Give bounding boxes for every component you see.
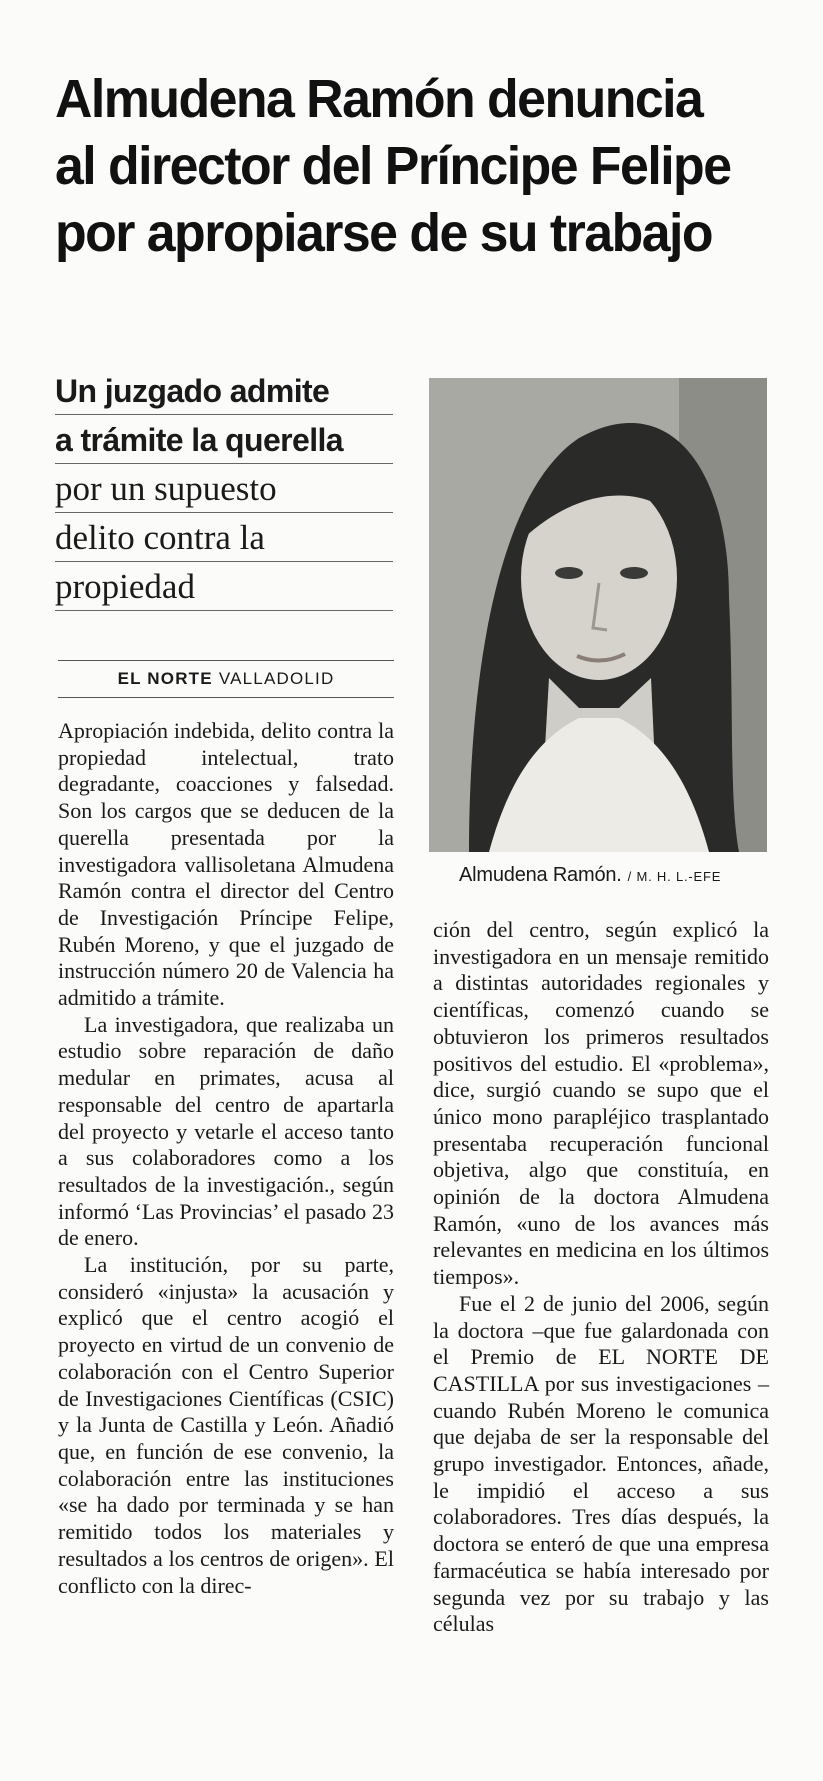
- byline-city: VALLADOLID: [218, 669, 335, 688]
- body-column-2: [433, 917, 769, 1638]
- deck-line: propiedad: [55, 562, 393, 611]
- photo-caption: [459, 864, 779, 887]
- portrait-illustration: [429, 378, 767, 852]
- byline-outlet: EL NORTE: [117, 669, 213, 688]
- deck-line: delito contra la: [55, 513, 393, 562]
- paragraph: La investigadora, que realizaba un estudio sobre reparación de daño medular en primates, acusa al responsable del centro de apartarla del proyecto y vetarle el acceso tanto a sus colaboradores como a los resultados de la investigación., según informó ‘Las Provincias’ el pasado 23 de enero.: [58, 1011, 394, 1251]
- deck-line: Un juzgado admite: [55, 366, 393, 415]
- portrait-photo: [429, 378, 767, 852]
- body-column-1: [58, 718, 394, 1599]
- paragraph: ción del centro, según explicó la investigadora en un mensaje remitido a distintas autoridades regionales y científicas, comenzó cuando se obtuvieron los primeros resultados positivos del estudio. El «problema», dice, surgió cuando se supo que el único mono parapléjico trasplantado presentaba recuperación funcional objetiva, algo que constituía, en opinión de la doctora Almudena Ramón, «uno de los avances más relevantes en medicina en los últimos tiempos».: [433, 917, 769, 1290]
- headline: Almudena Ramón denuncia al director del Príncipe Felipe por apropiarse de su trabajo: [55, 69, 731, 264]
- deck-line: a trámite la querella: [55, 415, 393, 464]
- caption-credit: / M. H. L.-EFE: [627, 869, 722, 884]
- paragraph: Apropiación indebida, delito contra la propiedad intelectual, trato degradante, coacciones y falsedad. Son los cargos que se deducen de la querella presentada por la investigadora vallisoletana Almudena Ramón contra el director del Centro de Investigación Príncipe Felipe, Rubén Moreno, y que el juzgado de instrucción número 20 de Valencia ha admitido a trámite.: [58, 718, 394, 1011]
- paragraph: Fue el 2 de junio del 2006, según la doctora –que fue galardonada con el Premio de EL NORTE DE CASTILLA por sus investigaciones –cuando Rubén Moreno le comunica que dejaba de ser la responsable del grupo investigador. Entonces, añade, le impidió el acceso a sus colaboradores. Tres días después, la doctora se enteró de que una empresa farmacéutica se había interesado por segunda vez por su trabajo y las células: [433, 1290, 769, 1637]
- caption-name: Almudena Ramón.: [459, 864, 622, 886]
- deck-line: por un supuesto: [55, 464, 393, 513]
- deck: [55, 366, 393, 611]
- byline: [58, 660, 394, 698]
- paragraph: La institución, por su parte, consideró «injusta» la acusación y explicó que el centro acogió el proyecto en virtud de un convenio de colaboración con el Centro Superior de Investigaciones Científicas (CSIC) y la Junta de Castilla y León. Añadió que, en función de ese convenio, la colaboración entre las instituciones «se ha dado por terminada y se han remitido todos los materiales y resultados a los centros de origen». El conflicto con la direc-: [58, 1252, 394, 1598]
